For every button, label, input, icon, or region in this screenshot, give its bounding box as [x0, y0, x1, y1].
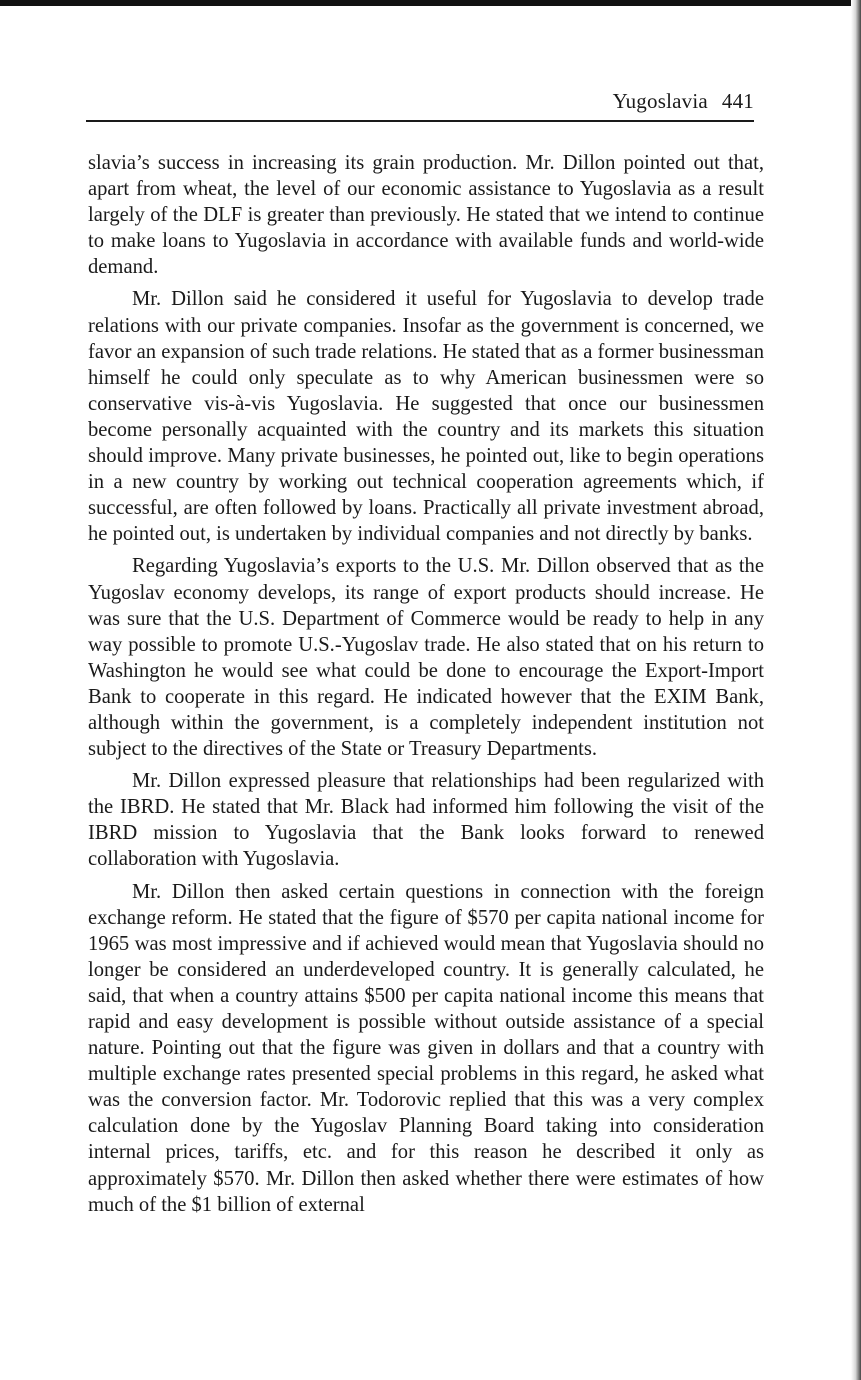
running-head-text: [613, 89, 754, 114]
body-text: [88, 150, 764, 1224]
scan-right-edge: [851, 0, 861, 1380]
paragraph-trade-relations: Mr. Dillon said he considered it useful for Yugoslavia to develop trade relations with our private companies. Insofar as the government is concerned, we favor an expansion of such trade relations. He stated that as a former businessman himself he could only speculate as to why American businessmen were so conservative vis-à-vis Yugoslavia. He suggested that once our businessmen become personally acquainted with the country and its markets this situation should improve. Many private businesses, he pointed out, like to begin operations in a new country by working out technical cooperation agreements which, if successful, are often followed by loans. Practically all private investment abroad, he pointed out, is undertaken by individual companies and not directly by banks.: [88, 288, 764, 546]
paragraph-exchange-reform: Mr. Dillon then asked certain questions in connection with the foreign exchange reform. He stated that the figure of $570 per capita national income for 1965 was most impressive and if achieved would mean that Yugoslavia should no longer be considered an underdeveloped country. It is generally calculated, he said, that when a country attains $500 per capita national income this means that rapid and easy development is possible without outside assistance of a special nature. Pointing out that the figure was given in dollars and that a country with multiple exchange rates presented special problems in this regard, he asked what was the conversion factor. Mr. Todorovic replied that this was a very complex calculation done by the Yugoslav Planning Board taking into consideration internal prices, tariffs, etc. and for this reason he described it only as approximately $570. Mr. Dillon then asked whether there were estimates of how much of the $1 billion of external: [88, 880, 764, 1216]
paragraph-exports: Regarding Yugoslavia’s exports to the U.S. Mr. Dillon observed that as the Yugoslav economy develops, its range of export products should increase. He was sure that the U.S. Department of Commerce would be ready to help in any way possible to promote U.S.-Yugoslav trade. He also stated that on his return to Washington he would see what could be done to encourage the Export-Import Bank to cooperate in this regard. He indicated however that the EXIM Bank, although within the government, is a completely independent institution not subject to the directives of the State or Treasury Departments.: [88, 555, 764, 761]
paragraph-continued: slavia’s success in increasing its grain production. Mr. Dillon pointed out that, apart from wheat, the level of our economic assistance to Yugoslavia as a result largely of the DLF is greater than previously. He stated that we intend to continue to make loans to Yugoslavia in accordance with available funds and world-wide demand.: [88, 152, 764, 279]
scan-top-edge: [0, 0, 861, 6]
running-head: [86, 84, 754, 122]
running-head-title: Yugoslavia: [612, 89, 708, 113]
paragraph-ibrd: Mr. Dillon expressed pleasure that relationships had been regularized with the IBRD. He stated that Mr. Black had informed him following the visit of the IBRD mission to Yugoslavia that the Bank looks forward to renewed collaboration with Yugoslavia.: [88, 770, 764, 871]
page-number: 441: [721, 89, 754, 113]
